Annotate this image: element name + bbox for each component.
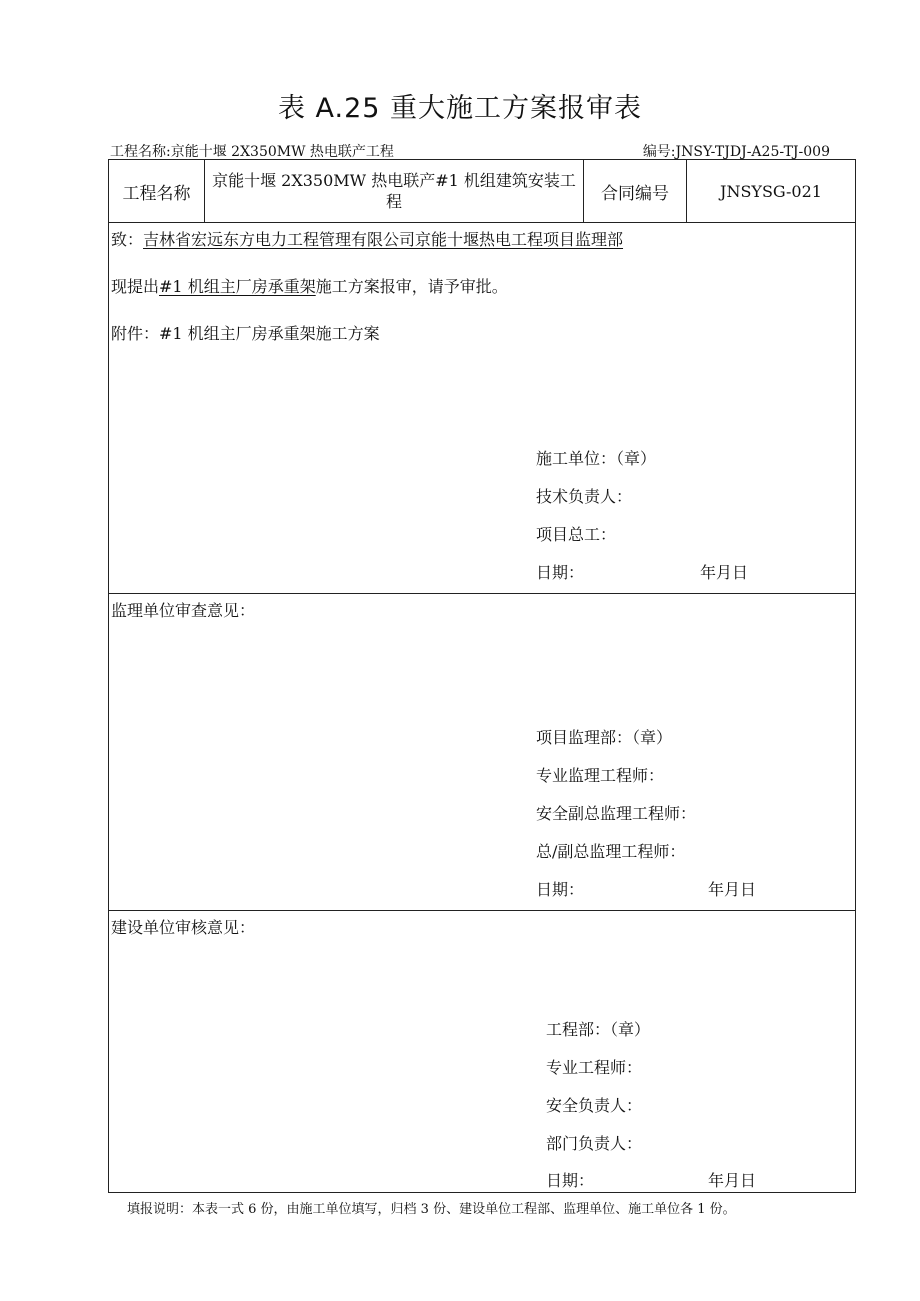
owner-opinion-heading: 建设单位审核意见： — [111, 918, 256, 937]
supervision-opinion-heading: 监理单位审查意见： — [111, 601, 256, 620]
project-name-value: 京能十堰 2X350MW 热电联产#1 机组建筑安装工程 — [212, 171, 576, 211]
document-number: 编号:JNSY-TJDJ-A25-TJ-009 — [642, 144, 830, 160]
submission-suffix: 施工方案报审，请予审批。 — [315, 277, 508, 296]
addressee-line — [111, 227, 623, 250]
row-divider — [109, 910, 855, 911]
addressee-org: 吉林省宏远东方电力工程管理有限公司京能十堰热电工程项目监理部 — [143, 230, 624, 249]
approval-form-table — [108, 159, 856, 1193]
supervision-date-ymd: 年月日 — [708, 880, 757, 899]
form-title: 表 A.25 重大施工方案报审表 — [277, 93, 643, 124]
construction-unit-seal: 施工单位：（章） — [536, 449, 657, 468]
contract-number-label: 合同编号 — [601, 183, 669, 204]
owner-date-label: 日期： — [546, 1171, 595, 1190]
engineering-dept-seal: 工程部：（章） — [546, 1020, 651, 1039]
supervision-dept-seal: 项目监理部：（章） — [536, 728, 673, 747]
attachment-line: 附件：#1 机组主厂房承重架施工方案 — [111, 324, 380, 343]
owner-safety-lead-signature: 安全负责人： — [546, 1096, 643, 1115]
safety-deputy-chief-signature: 安全副总监理工程师： — [536, 804, 697, 823]
technical-lead-signature: 技术负责人： — [536, 487, 633, 506]
row-divider — [109, 593, 855, 594]
project-name-header: 工程名称:京能十堰 2X350MW 热电联产工程 — [110, 144, 394, 160]
submission-date-label: 日期： — [536, 563, 585, 582]
filling-instructions: 填报说明：本表一式 6 份，由施工单位填写，归档 3 份、建设单位工程部、监理单位、施工单位各 1 份。 — [127, 1202, 736, 1217]
submission-statement — [111, 274, 508, 297]
owner-date-ymd: 年月日 — [708, 1171, 757, 1190]
chief-supervisor-signature: 总/副总监理工程师： — [536, 842, 686, 861]
addressee-prefix: 致： — [111, 230, 144, 249]
project-chief-engineer-signature: 项目总工： — [536, 525, 617, 544]
submission-prefix: 现提出 — [111, 277, 160, 296]
contract-number-value: JNSYSG-021 — [720, 181, 822, 201]
owner-engineer-signature: 专业工程师： — [546, 1058, 643, 1077]
submission-date-ymd: 年月日 — [700, 563, 749, 582]
supervision-engineer-signature: 专业监理工程师： — [536, 766, 665, 785]
row-divider — [109, 222, 855, 223]
project-name-label: 工程名称 — [122, 183, 191, 204]
supervision-date-label: 日期： — [536, 880, 585, 899]
submission-subject: #1 机组主厂房承重架 — [159, 277, 316, 296]
dept-head-signature: 部门负责人： — [546, 1134, 643, 1153]
